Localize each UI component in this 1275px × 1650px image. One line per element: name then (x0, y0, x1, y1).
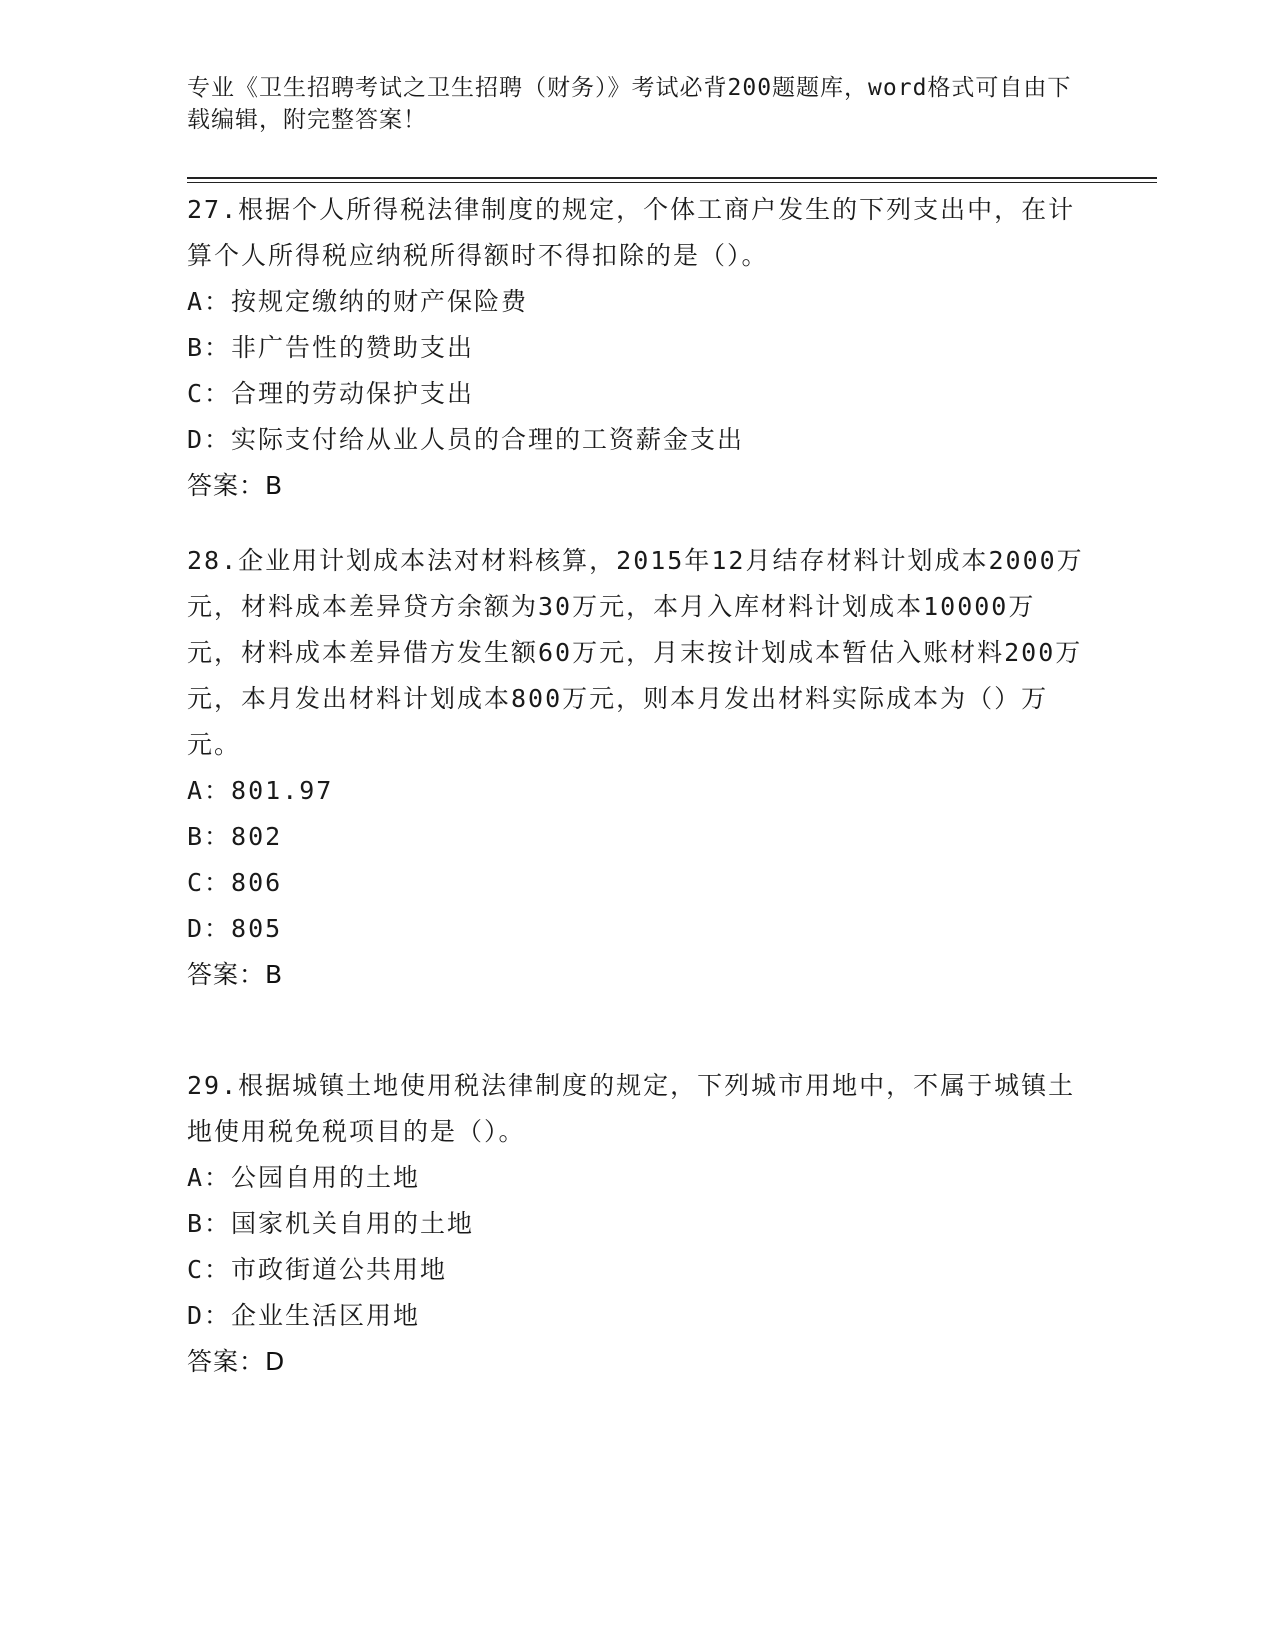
option-b: B：802 (187, 822, 283, 851)
option-d: D：805 (187, 914, 283, 943)
answer-label: 答案：B (187, 960, 284, 989)
option-b: B：国家机关自用的土地 (187, 1209, 475, 1238)
option-c: C：806 (187, 868, 283, 897)
question-stem: 28.企业用计划成本法对材料核算，2015年12月结存材料计划成本2000万元，材料成本差异贷方余额为30万元，本月入库材料计划成本10000万元，材料成本差异借方发生额60万元，月末按计划成本暂估入账材料200万元，本月发出材料计划成本800万元，则本月发出材料实际成本为（）万元。 (187, 546, 1084, 759)
answer-label: 答案：B (187, 471, 284, 500)
option-b: B：非广告性的赞助支出 (187, 333, 475, 362)
question-29 (187, 1063, 1087, 1385)
question-27 (187, 187, 1087, 509)
answer-label: 答案：D (187, 1347, 286, 1376)
question-stem: 27.根据个人所得税法律制度的规定，个体工商户发生的下列支出中，在计算个人所得税应纳税所得额时不得扣除的是（）。 (187, 195, 1076, 270)
question-stem: 29.根据城镇土地使用税法律制度的规定，下列城市用地中，不属于城镇土地使用税免税项目的是（）。 (187, 1071, 1076, 1146)
option-c: C：市政街道公共用地 (187, 1255, 448, 1284)
option-a: A：按规定缴纳的财产保险费 (187, 287, 529, 316)
option-d: D：实际支付给从业人员的合理的工资薪金支出 (187, 425, 745, 454)
option-d: D：企业生活区用地 (187, 1301, 421, 1330)
option-a: A：801.97 (187, 776, 334, 805)
option-c: C：合理的劳动保护支出 (187, 379, 475, 408)
header-divider-thin (187, 182, 1157, 183)
question-28 (187, 538, 1087, 998)
document-header: 专业《卫生招聘考试之卫生招聘（财务）》考试必背200题题库，word格式可自由下载编辑，附完整答案！ (187, 75, 1072, 133)
header-divider-thick (187, 177, 1157, 179)
option-a: A：公园自用的土地 (187, 1163, 421, 1192)
